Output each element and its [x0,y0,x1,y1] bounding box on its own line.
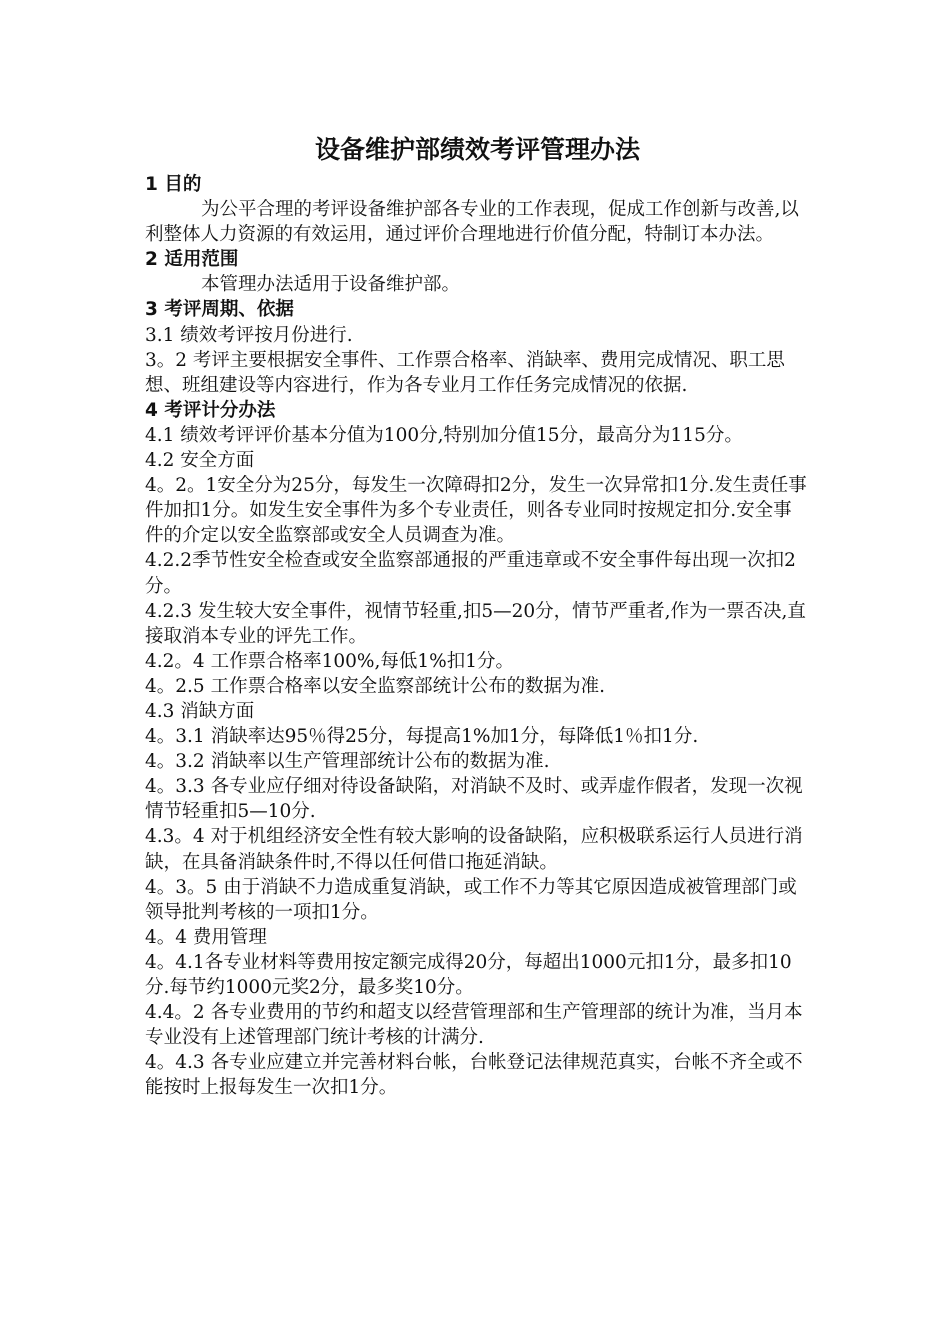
paragraph: 4.3。4 对于机组经济安全性有较大影响的设备缺陷，应积极联系运行人员进行消缺，在具备消缺条件时,不得以任何借口拖延消缺。 [145,826,803,873]
paragraph: 4.2.3 发生较大安全事件，视情节轻重,扣5—20分，情节严重者,作为一票否决,直接取消本专业的评先工作。 [145,600,806,647]
paragraph: 3。2 考评主要根据安全事件、工作票合格率、消缺率、费用完成情况、职工思想、班组建设等内容进行，作为各专业月工作任务完成情况的依据. [145,349,785,396]
paragraph: 4.2 安全方面 [145,450,255,472]
section-heading: 1 目的 [145,174,202,195]
paragraph: 4。3.1 消缺率达95％得25分，每提高1%加1分，每降低1％扣1分. [145,726,699,748]
section-heading: 3 考评周期、依据 [145,299,294,321]
paragraph: 4.4。2 各专业费用的节约和超支以经营管理部和生产管理部的统计为准，当月本专业没有上述管理部门统计考核的计满分. [145,1002,803,1049]
paragraph: 4。3.2 消缺率以生产管理部统计公布的数据为准. [145,751,550,773]
paragraph: 3.1 绩效考评按月份进行. [145,324,353,346]
document-title: 设备维护部绩效考评管理办法 [314,135,640,164]
paragraph: 4。4.3 各专业应建立并完善材料台帐，台帐登记法律规范真实，台帐不齐全或不能按时上报每发生一次扣1分。 [145,1052,803,1099]
paragraph: 4.1 绩效考评评价基本分值为100分,特别加分值15分，最高分为115分。 [145,424,743,446]
paragraph: 4.2.2季节性安全检查或安全监察部通报的严重违章或不安全事件每出现一次扣2分。 [145,550,796,597]
paragraph: 本管理办法适用于设备维护部。 [201,274,461,296]
section-heading: 2 适用范围 [145,249,239,271]
paragraph: 4。2。1安全分为25分，每发生一次障碍扣2分，发生一次异常扣1分.发生责任事件加扣1分。如发生安全事件为多个专业责任，则各专业同时按规定扣分.安全事件的介定以安全监察部或安全人员调查为准。 [145,475,807,547]
paragraph: 4。4 费用管理 [145,926,267,948]
paragraph: 4.3 消缺方面 [145,700,255,722]
paragraph: 4。3。5 由于消缺不力造成重复消缺，或工作不力等其它原因造成被管理部门或领导批判考核的一项扣1分。 [145,876,797,923]
paragraph: 为公平合理的考评设备维护部各专业的工作表现，促成工作创新与改善,以利整体人力资源的有效运用，通过评价合理地进行价值分配，特制订本办法。 [145,199,799,246]
section-heading: 4 考评计分办法 [145,399,276,421]
document-body [145,172,810,1100]
paragraph: 4。2.5 工作票合格率以安全监察部统计公布的数据为准. [145,675,605,697]
paragraph: 4.2。4 工作票合格率100%,每低1%扣1分。 [145,650,514,672]
paragraph: 4。3.3 各专业应仔细对待设备缺陷，对消缺不及时、或弄虚作假者，发现一次视情节轻重扣5—10分. [145,776,803,823]
document-page [145,128,810,1100]
paragraph: 4。4.1各专业材料等费用按定额完成得20分，每超出1000元扣1分，最多扣10分.每节约1000元奖2分，最多奖10分。 [145,951,792,998]
